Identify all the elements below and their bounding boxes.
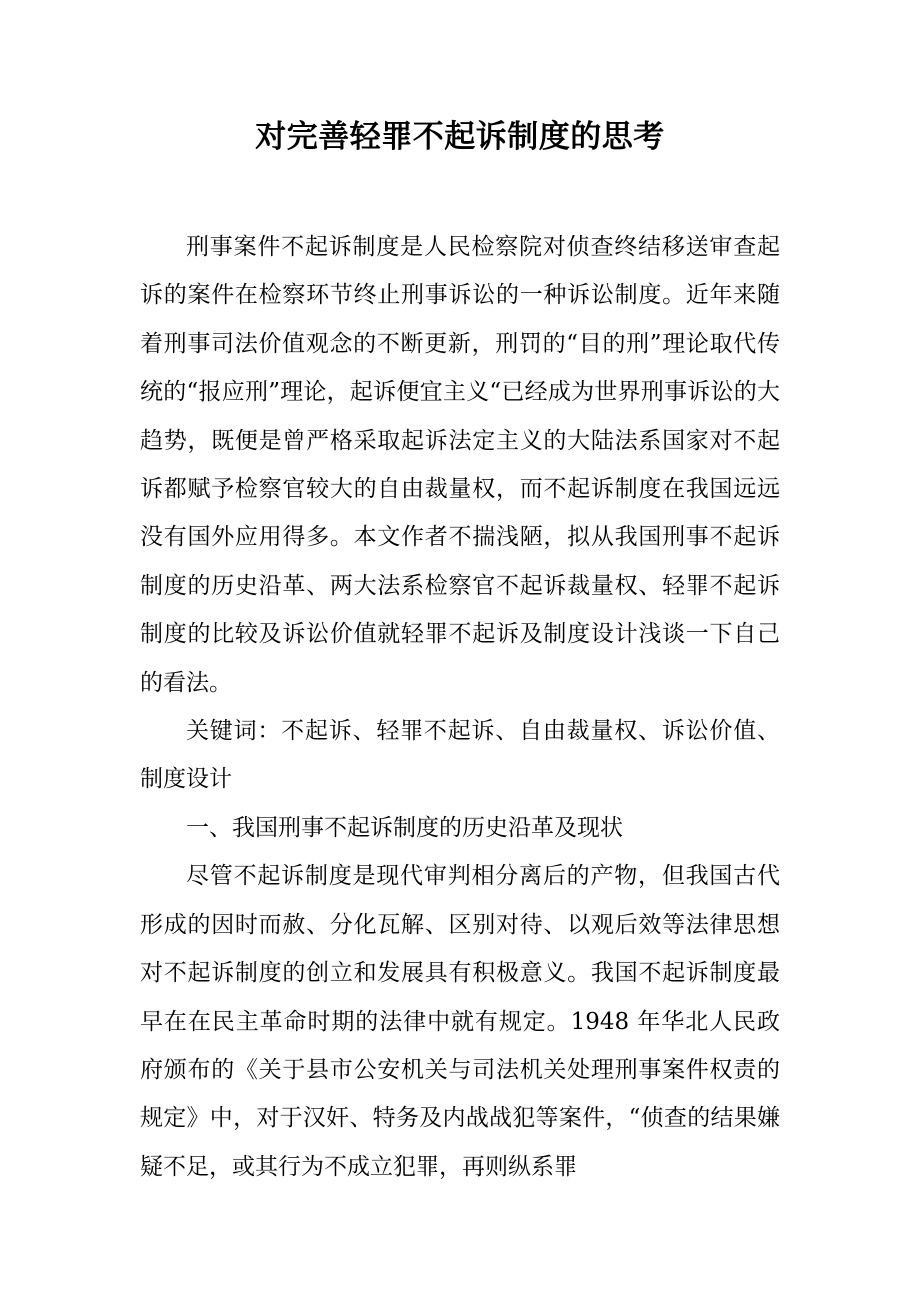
paragraph-keywords: 关键词：不起诉、轻罪不起诉、自由裁量权、诉讼价值、制度设计: [140, 718, 780, 793]
paragraph-intro: 刑事案件不起诉制度是人民检察院对侦查终结移送审查起诉的案件在检察环节终止刑事诉讼的一种诉讼制度。近年来随着刑事司法价值观念的不断更新，刑罚的“目的刑”理论取代传统的“报应刑”理论，起诉便宜主义“已经成为世界刑事诉讼的大趋势，既便是曾严格采取起诉法定主义的大陆法系国家对不起诉都赋予检察官较大的自由裁量权，而不起诉制度在我国远远没有国外应用得多。本文作者不揣浅陋，拟从我国刑事不起诉制度的历史沿革、两大法系检察官不起诉裁量权、轻罪不起诉制度的比较及诉讼价值就轻罪不起诉及制度设计浅谈一下自己的看法。: [140, 234, 780, 696]
document-body: [140, 223, 780, 1191]
paragraph-history: 尽管不起诉制度是现代审判相分离后的产物，但我国古代形成的因时而赦、分化瓦解、区别对待、以观后效等法律思想对不起诉制度的创立和发展具有积极意义。我国不起诉制度最早在在民主革命时期的法律中就有规定。1948 年华北人民政府颁布的《关于县市公安机关与司法机关处理刑事案件权责的规定》中，对于汉奸、特务及内战战犯等案件，“侦查的结果嫌疑不足，或其行为不成立犯罪，再则纵系罪: [140, 863, 780, 1180]
section-heading: 一、我国刑事不起诉制度的历史沿革及现状: [186, 814, 623, 841]
document-title: 对完善轻罪不起诉制度的思考: [255, 119, 665, 155]
